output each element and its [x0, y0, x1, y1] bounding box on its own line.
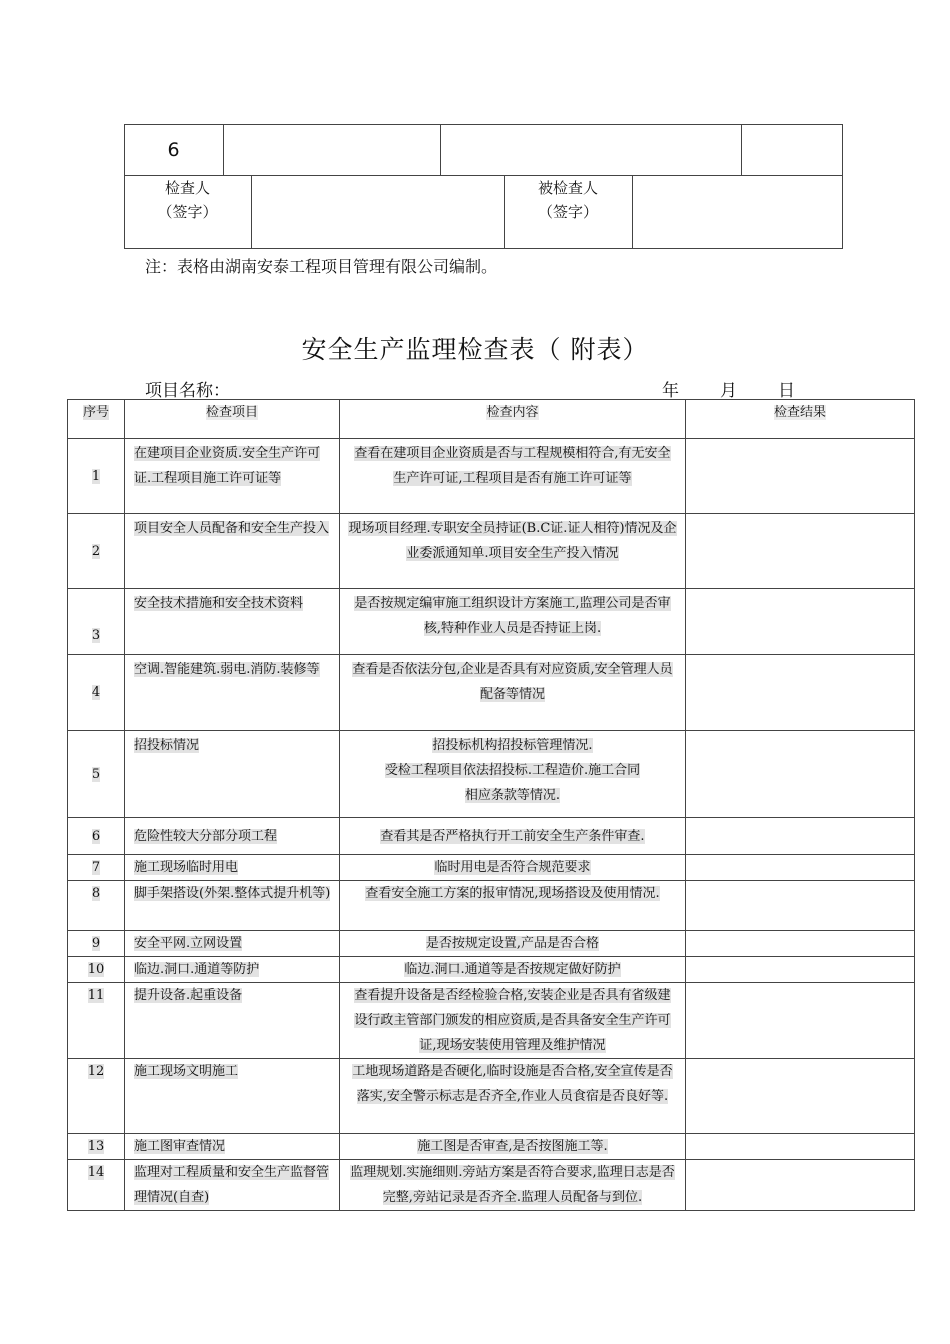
date-day: 日: [778, 381, 795, 401]
row-content-line: 受检工程项目依法招投标.工程造价.施工合同: [384, 763, 641, 778]
row-no: [68, 855, 125, 881]
row-result[interactable]: [686, 1059, 915, 1134]
row-content: [340, 818, 686, 855]
row-no-text: 4: [91, 685, 101, 700]
header-no: [68, 400, 125, 439]
row-content-text: 临边.洞口.通道等是否按规定做好防护: [404, 962, 621, 977]
row-no: [68, 1160, 125, 1211]
row-item-text: 监理对工程质量和安全生产监督管理情况(自查): [134, 1165, 330, 1205]
table-row: [68, 1134, 915, 1160]
row-result[interactable]: [686, 818, 915, 855]
row-item: [125, 983, 340, 1059]
row-no-text: 11: [87, 988, 105, 1003]
row-item: [125, 514, 340, 589]
row-content-line: 招投标机构招投标管理情况.: [432, 738, 593, 753]
header-no-text: 序号: [82, 405, 109, 420]
row-item: [125, 1134, 340, 1160]
row-item-text: 施工图审查情况: [134, 1139, 226, 1154]
header-result: [686, 400, 915, 439]
row-item: [125, 957, 340, 983]
inspected-label: [504, 176, 632, 224]
table-row: [68, 731, 915, 818]
row-number: 6: [167, 139, 180, 161]
row-no-text: 14: [87, 1165, 105, 1180]
row-result[interactable]: [686, 855, 915, 881]
table-row: [68, 514, 915, 589]
row-result[interactable]: [686, 589, 915, 655]
footnote: 注：表格由湖南安泰工程项目管理有限公司编制。: [145, 257, 498, 276]
header-item: [125, 400, 340, 439]
row-result[interactable]: [686, 655, 915, 731]
row-result[interactable]: [686, 1134, 915, 1160]
row-no: [68, 1059, 125, 1134]
row-no: [68, 983, 125, 1059]
row-result[interactable]: [686, 1160, 915, 1211]
header-item-text: 检查项目: [205, 405, 258, 420]
row-content-text: 施工图是否审查,是否按图施工等.: [417, 1139, 608, 1154]
header-content: [340, 400, 686, 439]
row-content-text: 是否按规定设置,产品是否合格: [425, 936, 600, 951]
row-no: [68, 589, 125, 655]
inspector-label: [124, 176, 251, 224]
row-no-text: 7: [91, 860, 101, 875]
row-item: [125, 931, 340, 957]
table-row: [68, 983, 915, 1059]
table-row: [68, 957, 915, 983]
row-no: [68, 881, 125, 931]
row-content: [340, 855, 686, 881]
row-content: [340, 983, 686, 1059]
row-content-text: 工地现场道路是否硬化,临时设施是否合格,安全宣传是否落实,安全警示标志是否齐全,作业人员食宿是否良好等.: [352, 1064, 673, 1104]
row-result[interactable]: [686, 983, 915, 1059]
table-row: [68, 881, 915, 931]
row-no-text: 6: [91, 828, 101, 844]
date-year: 年: [662, 381, 679, 401]
row-content: [340, 655, 686, 731]
row-content: [340, 439, 686, 514]
row-item-text: 施工现场临时用电: [134, 860, 239, 875]
row-content: [340, 1134, 686, 1160]
row-content-text: 查看安全施工方案的报审情况,现场搭设及使用情况.: [365, 886, 660, 901]
row-item-text: 施工现场文明施工: [134, 1064, 239, 1079]
row-no-text: 13: [87, 1139, 105, 1154]
row-content-line: 相应条款等情况.: [464, 788, 561, 803]
row-item-text: 在建项目企业资质.安全生产许可证.工程项目施工许可证等: [134, 446, 321, 486]
table-row: [68, 818, 915, 855]
row-no: [68, 818, 125, 855]
row-no: [68, 514, 125, 589]
row-result[interactable]: [686, 731, 915, 818]
row-no-text: 5: [91, 766, 101, 782]
row-no: [68, 731, 125, 818]
row-no-text: 10: [87, 962, 105, 977]
row-item-text: 空调.智能建筑.弱电.消防.装修等: [134, 662, 320, 677]
row-content: [340, 1160, 686, 1211]
inspector-label-line2: （签字）: [157, 203, 218, 221]
project-name-label: 项目名称：: [145, 381, 230, 401]
row-item: [125, 855, 340, 881]
table-row: [68, 589, 915, 655]
row-content: [340, 931, 686, 957]
row-content: [340, 1059, 686, 1134]
inspected-label-line2: （签字）: [537, 203, 598, 221]
row-no-text: 3: [91, 628, 101, 643]
row-no-text: 2: [91, 543, 101, 559]
row-content: [340, 731, 686, 818]
row-content: [340, 881, 686, 931]
row-content-text: 监理规划.实施细则.旁站方案是否符合要求,监理日志是否完整,旁站记录是否齐全.监理人员配备与到位.: [350, 1165, 675, 1205]
row-no: [68, 957, 125, 983]
row-item-text: 临边.洞口.通道等防护: [134, 962, 260, 977]
row-item-text: 招投标情况: [134, 738, 200, 753]
row-item: [125, 655, 340, 731]
row-no-text: 1: [91, 468, 101, 484]
row-item: [125, 439, 340, 514]
row-item-text: 项目安全人员配备和安全生产投入: [134, 521, 330, 536]
row-no-text: 9: [91, 936, 101, 951]
row-result[interactable]: [686, 514, 915, 589]
row-item-text: 脚手架搭设(外架.整体式提升机等): [134, 886, 331, 901]
row-item-text: 安全平网.立网设置: [134, 936, 243, 951]
row-result[interactable]: [686, 881, 915, 931]
row-item: [125, 818, 340, 855]
checklist-table: [67, 399, 915, 1211]
table-row: [68, 1160, 915, 1211]
row-result[interactable]: [686, 439, 915, 514]
row-no-text: 8: [91, 886, 101, 901]
page-title: 安全生产监理检查表（ 附表）: [301, 335, 649, 364]
row-result[interactable]: [686, 957, 915, 983]
row-content-text: 查看其是否严格执行开工前安全生产条件审查.: [380, 828, 645, 844]
row-content-text: 查看是否依法分包,企业是否具有对应资质,安全管理人员配备等情况: [352, 662, 673, 702]
inspected-label-line1: 被检查人: [537, 179, 598, 197]
row-item-text: 安全技术措施和安全技术资料: [134, 596, 304, 611]
row-no: [68, 931, 125, 957]
row-item: [125, 1059, 340, 1134]
row-content-text: 现场项目经理.专职安全员持证(B.C证.证人相符)情况及企业委派通知单.项目安全生产投入情况: [348, 521, 677, 561]
table-row: [68, 855, 915, 881]
row-content-text: 查看提升设备是否经检验合格,安装企业是否具有省级建设行政主管部门颁发的相应资质,是否具备安全生产许可证,现场安装使用管理及维护情况: [354, 988, 671, 1053]
row-content: [340, 589, 686, 655]
row-item-text: 提升设备.起重设备: [134, 988, 243, 1003]
row-result[interactable]: [686, 931, 915, 957]
inspector-label-line1: 检查人: [164, 179, 210, 197]
row-item: [125, 589, 340, 655]
header-result-text: 检查结果: [773, 405, 826, 420]
row-content-text: 临时用电是否符合规范要求: [434, 860, 591, 875]
table-row: [68, 439, 915, 514]
row-content: [340, 957, 686, 983]
date-month: 月: [720, 381, 737, 401]
row-item-text: 危险性较大分部分项工程: [134, 828, 278, 844]
table-row: [68, 931, 915, 957]
row-item: [125, 1160, 340, 1211]
table-row: [68, 655, 915, 731]
header-content-text: 检查内容: [486, 405, 539, 420]
table-header-row: [68, 400, 915, 439]
row-no: [68, 1134, 125, 1160]
row-item: [125, 881, 340, 931]
row-no: [68, 655, 125, 731]
row-item: [125, 731, 340, 818]
table-row: [68, 1059, 915, 1134]
signature-table: [124, 124, 843, 249]
row-no-text: 12: [87, 1064, 105, 1079]
inspector-signature-field[interactable]: [252, 176, 504, 248]
row-content-text: 是否按规定编审施工组织设计方案施工,监理公司是否审核,特种作业人员是否持证上岗.: [354, 596, 671, 636]
inspected-signature-field[interactable]: [633, 176, 842, 248]
row-content-text: 查看在建项目企业资质是否与工程规模相符合,有无安全生产许可证,工程项目是否有施工许可证等: [354, 446, 671, 486]
row-content: [340, 514, 686, 589]
row-no: [68, 439, 125, 514]
